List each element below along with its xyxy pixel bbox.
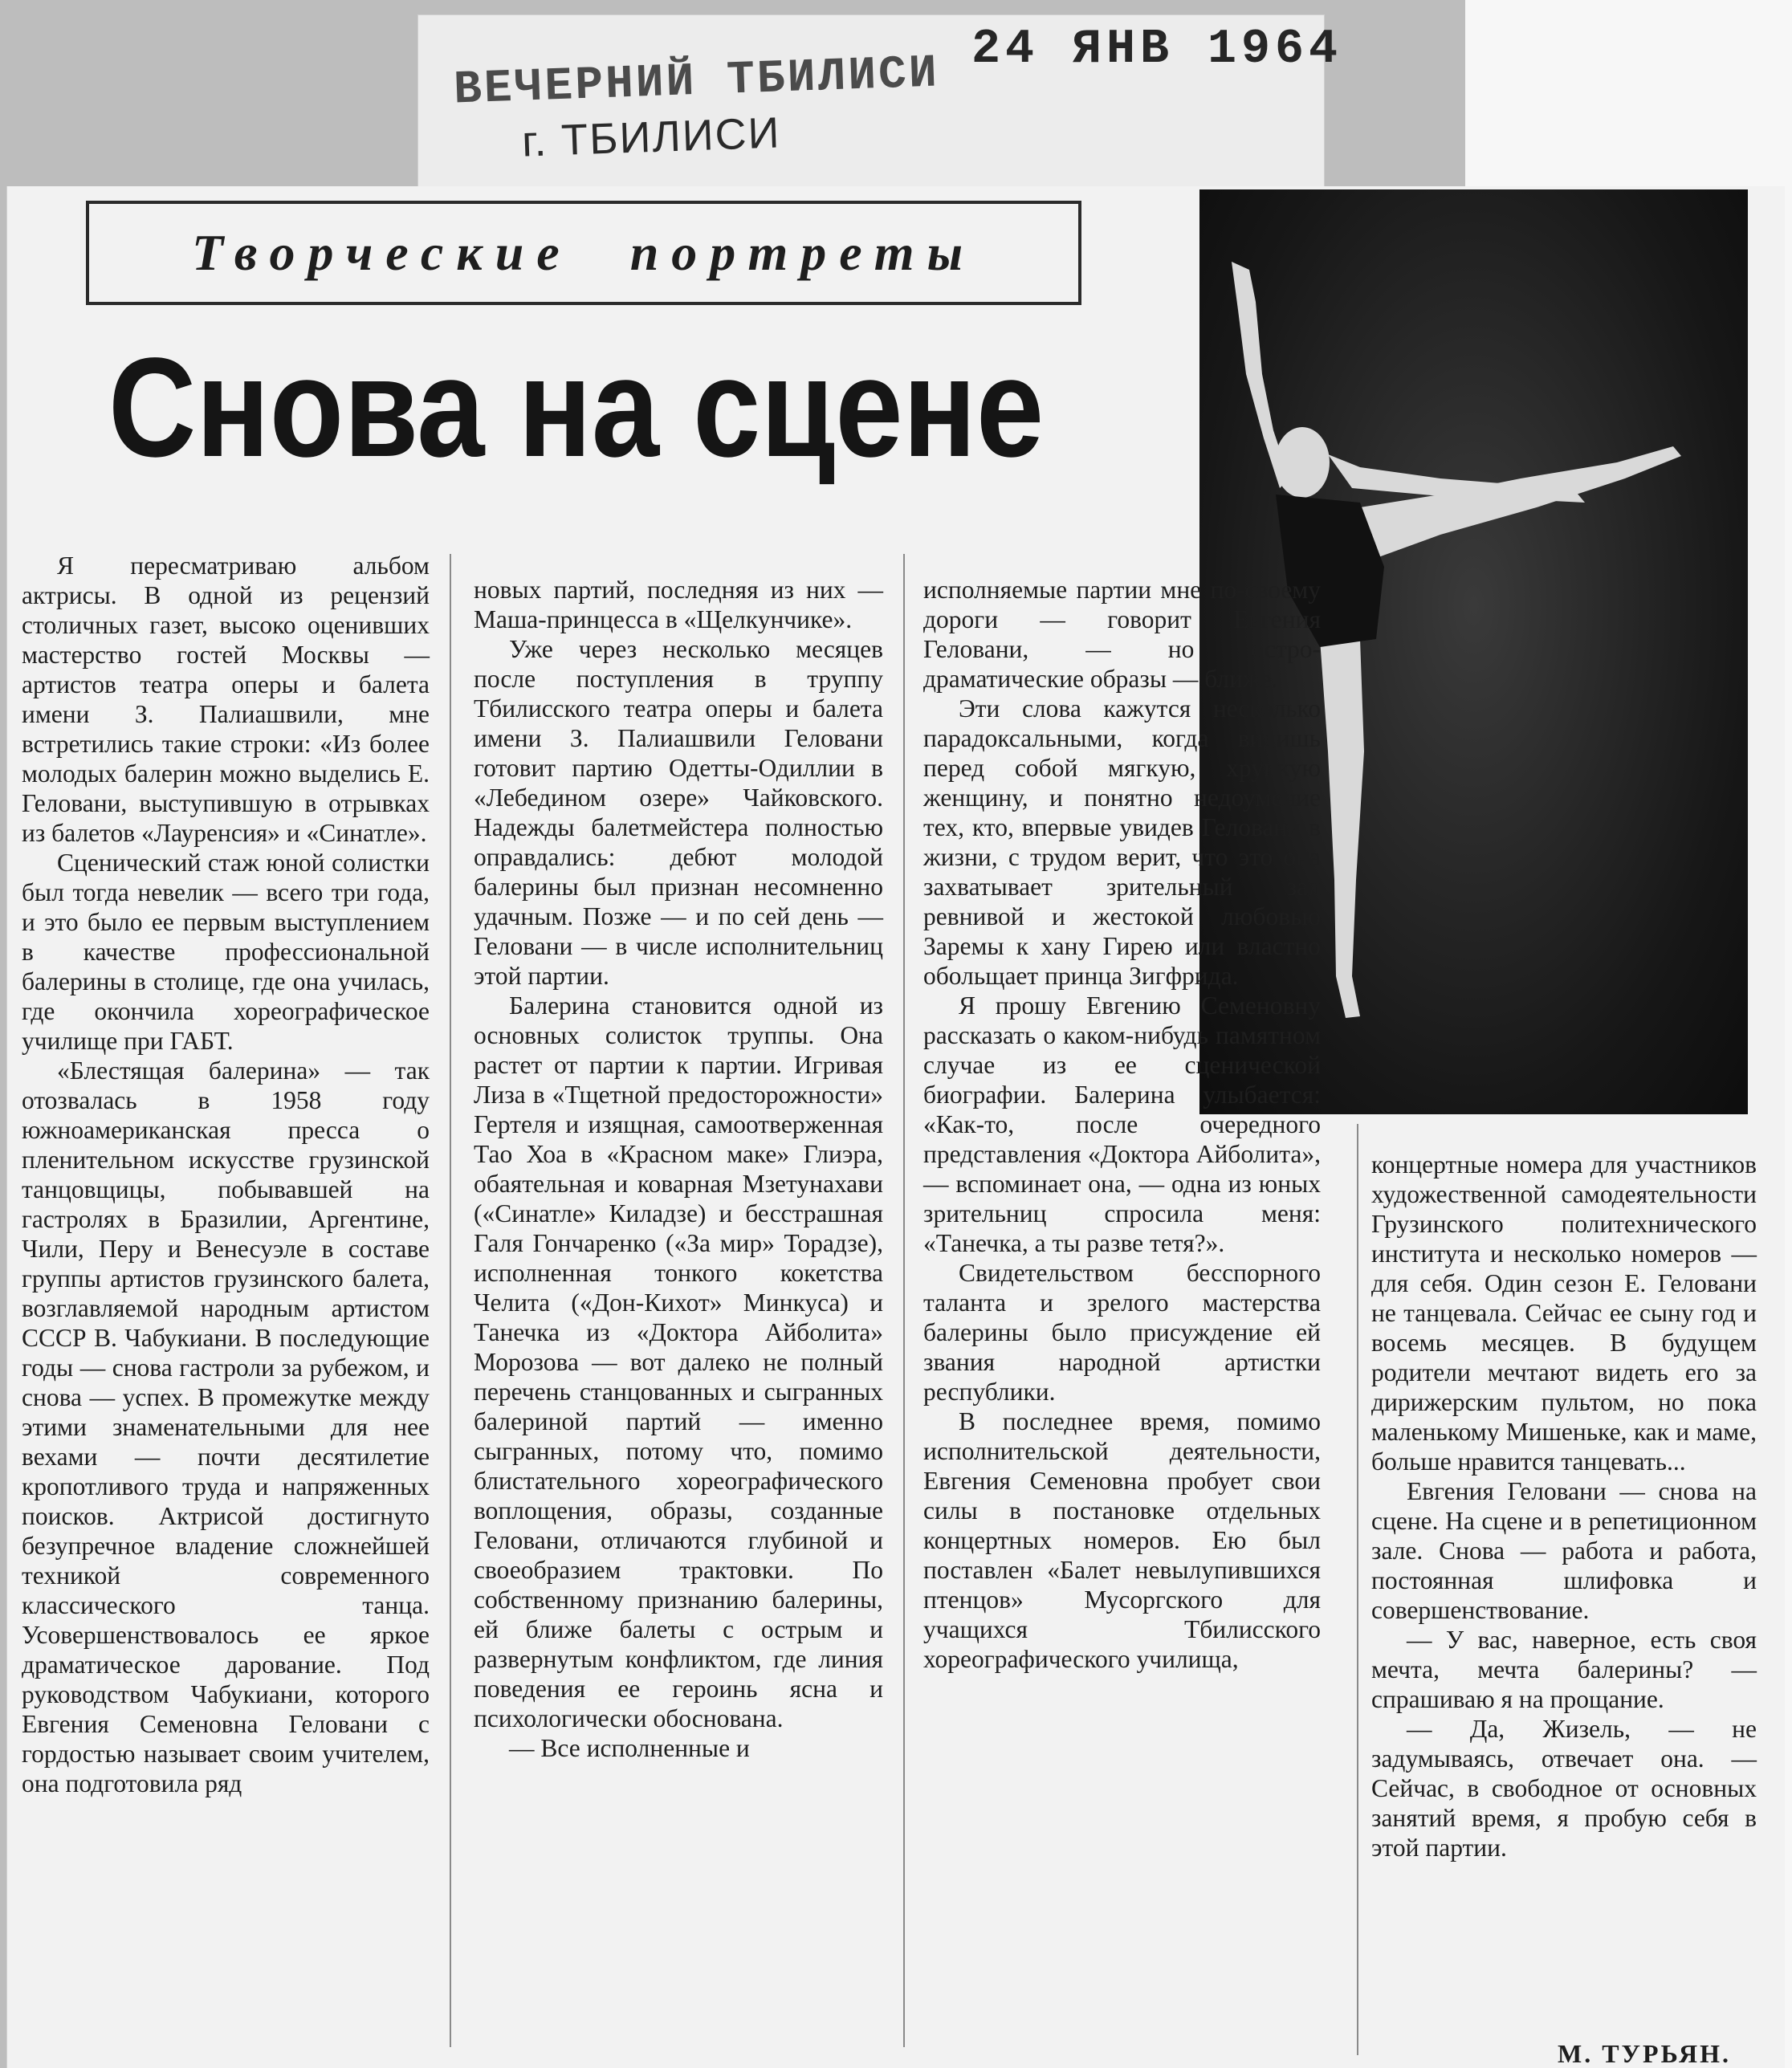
article-column-1 (22, 551, 430, 1798)
paragraph: Сценический стаж юной солистки был тогда невелик — всего три года, и это было ее первым выступлением в качестве профессиональной балерины в столице, где она училась, где окончила хореографическое училище при ГАБТ. (22, 849, 430, 1055)
newspaper-name-stamp: ВЕЧЕРНИЙ ТБИЛИСИ (453, 47, 940, 117)
city-stamp: г. ТБИЛИСИ (521, 108, 782, 166)
column-rule-3 (1357, 1124, 1358, 2055)
paragraph: новых партий, последняя из них — Маша-принцесса в «Щелкунчике». (474, 576, 883, 633)
column-rule-1 (450, 554, 451, 2047)
paragraph: Я прошу Евгению Семеновну рассказать о каком-нибудь памятном случае из ее сценической биографии. Балерина улыбается: «Как-то, после очередного представления «Доктора Айболита», — вспоминает она, — одна из юных зрительниц спросила меня: «Танечка, а ты разве тетя?». (923, 991, 1321, 1257)
paragraph: Эти слова кажутся несколько парадоксальными, когда видишь перед собой мягкую, хрупкую женщину, и понятно недоумение тех, кто, впервые увидев Геловани в жизни, с трудом верит, что это она захватывает зрительный зал ревнивой и жестокой любовью Заремы к хану Гирею или властно обольщает принца Зигфрида. (923, 694, 1321, 990)
date-stamp: 24 ЯНВ 1964 (971, 22, 1343, 77)
paragraph: Свидетельством бесспорного таланта и зрелого мастерства балерины было присуждение ей звания народной артистки республики. (923, 1259, 1321, 1406)
paragraph: Балерина становится одной из основных солисток труппы. Она растет от партии к партии. Игривая Лиза в «Тщетной предосторожности» Гертеля и изящная, самоотверженная Тао Хоа в «Красном маке» Глиэра, обаятельная и коварная Мзетунахави («Синатле» Киладзе) и бесстрашная Галя Гончаренко («За мир» Торадзе), исполненная тонкого кокетства Челита («Дон-Кихот» Минкуса) и Танечка из «Доктора Айболита» Морозова — вот далеко не полный перечень станцованных и сыгранных балериной партий — именно сыгранных, потому что, помимо блистательного хореографического воплощения, образы, созданные Геловани, отличаются глубиной и своеобразием трактовки. По собственному признанию балерины, ей ближе балеты с острым и развернутым конфликтом, где линия поведения ее героинь ясна и психологически обоснована. (474, 991, 883, 1732)
paragraph: В последнее время, помимо исполнительской деятельности, Евгения Семеновна пробует свои силы в постановке отдельных концертных номеров. Ею был поставлен «Балет невылупившихся птенцов» Мусоргского для учащихся Тбилисского хореографического училища, (923, 1407, 1321, 1673)
article-column-2 (474, 575, 883, 1763)
paragraph: исполняемые партии мне по-своему дороги — говорит Евгения Геловани, — но остро-драматические образы — ближе. (923, 576, 1321, 693)
paragraph: — Да, Жизель, — не задумываясь, отвечает она. — Сейчас, в свободное от основных занятий время, я пробую себя в этой партии. (1371, 1715, 1757, 1862)
paragraph: Уже через несколько месяцев после поступления в труппу Тбилисского театра оперы и балета имени З. Палиашвили Геловани готовит партию Одетты-Одиллии в «Лебедином озере» Чайковского. Надежды балетмейстера полностью оправдались: дебют молодой балерины был признан несомненно удачным. Позже — и по сей день — Геловани — в числе исполнительниц этой партии. (474, 635, 883, 990)
paragraph: — У вас, наверное, есть своя мечта, мечта балерины? — спрашиваю я на прощание. (1371, 1626, 1757, 1713)
paragraph: «Блестящая балерина» — так отозвалась в 1958 году южноамериканская пресса о пленительном искусстве грузинской танцовщицы, побывавшей на гастролях в Бразилии, Аргентине, Чили, Перу и Венесуэле в составе группы артистов грузинского балета, возглавляемой народным артистом СССР В. Чабукиани. В последующие годы — снова гастроли за рубежом, и снова — успех. В промежутке между этими знаменательными для нее вехами — почти десятилетие кропотливого труда и напряженных поисков. Актрисой достигнуто безупречное владение сложнейшей техникой современного классического танца. Усовершенствовалось ее яркое драматическое дарование. Под руководством Чабукиани, которого Евгения Семеновна Геловани с гордостью называет своим учителем, она подготовила ряд (22, 1056, 430, 1797)
rubric-title: Творческие портреты (192, 224, 975, 281)
paragraph: концертные номера для участников художественной самодеятельности Грузинского политехнического института и несколько номеров — для себя. Один сезон Е. Геловани не танцевала. Сейчас ее сыну год и восемь месяцев. В будущем родители мечтают видеть его за дирижерским пультом, но пока маленькому Мишеньке, как и маме, больше нравится танцевать... (1371, 1150, 1757, 1476)
article-column-4 (1371, 1150, 1757, 1862)
paragraph: Евгения Геловани — снова на сцене. На сцене и в репетиционном зале. Снова — работа и работа, постоянная шлифовка и совершенствование. (1371, 1477, 1757, 1624)
paragraph: — Все исполненные и (509, 1734, 750, 1762)
paragraph: Я пересматриваю альбом актрисы. В одной из рецензий столичных газет, высоко оценивших мастерство гостей Москвы — артистов театра оперы и балета имени З. Палиашвили, мне встретились такие строки: «Из более молодых балерин можно выделись Е. Геловани, выступившую в отрывках из балетов «Лауренсия» и «Синатле». (22, 552, 430, 847)
column-rule-2 (903, 554, 905, 2047)
author-signature: М. ТУРЬЯН. (1558, 2039, 1732, 2068)
article-column-3 (923, 575, 1321, 1674)
rubric-frame (86, 201, 1081, 305)
article-headline: Снова на сцене (108, 329, 1045, 486)
